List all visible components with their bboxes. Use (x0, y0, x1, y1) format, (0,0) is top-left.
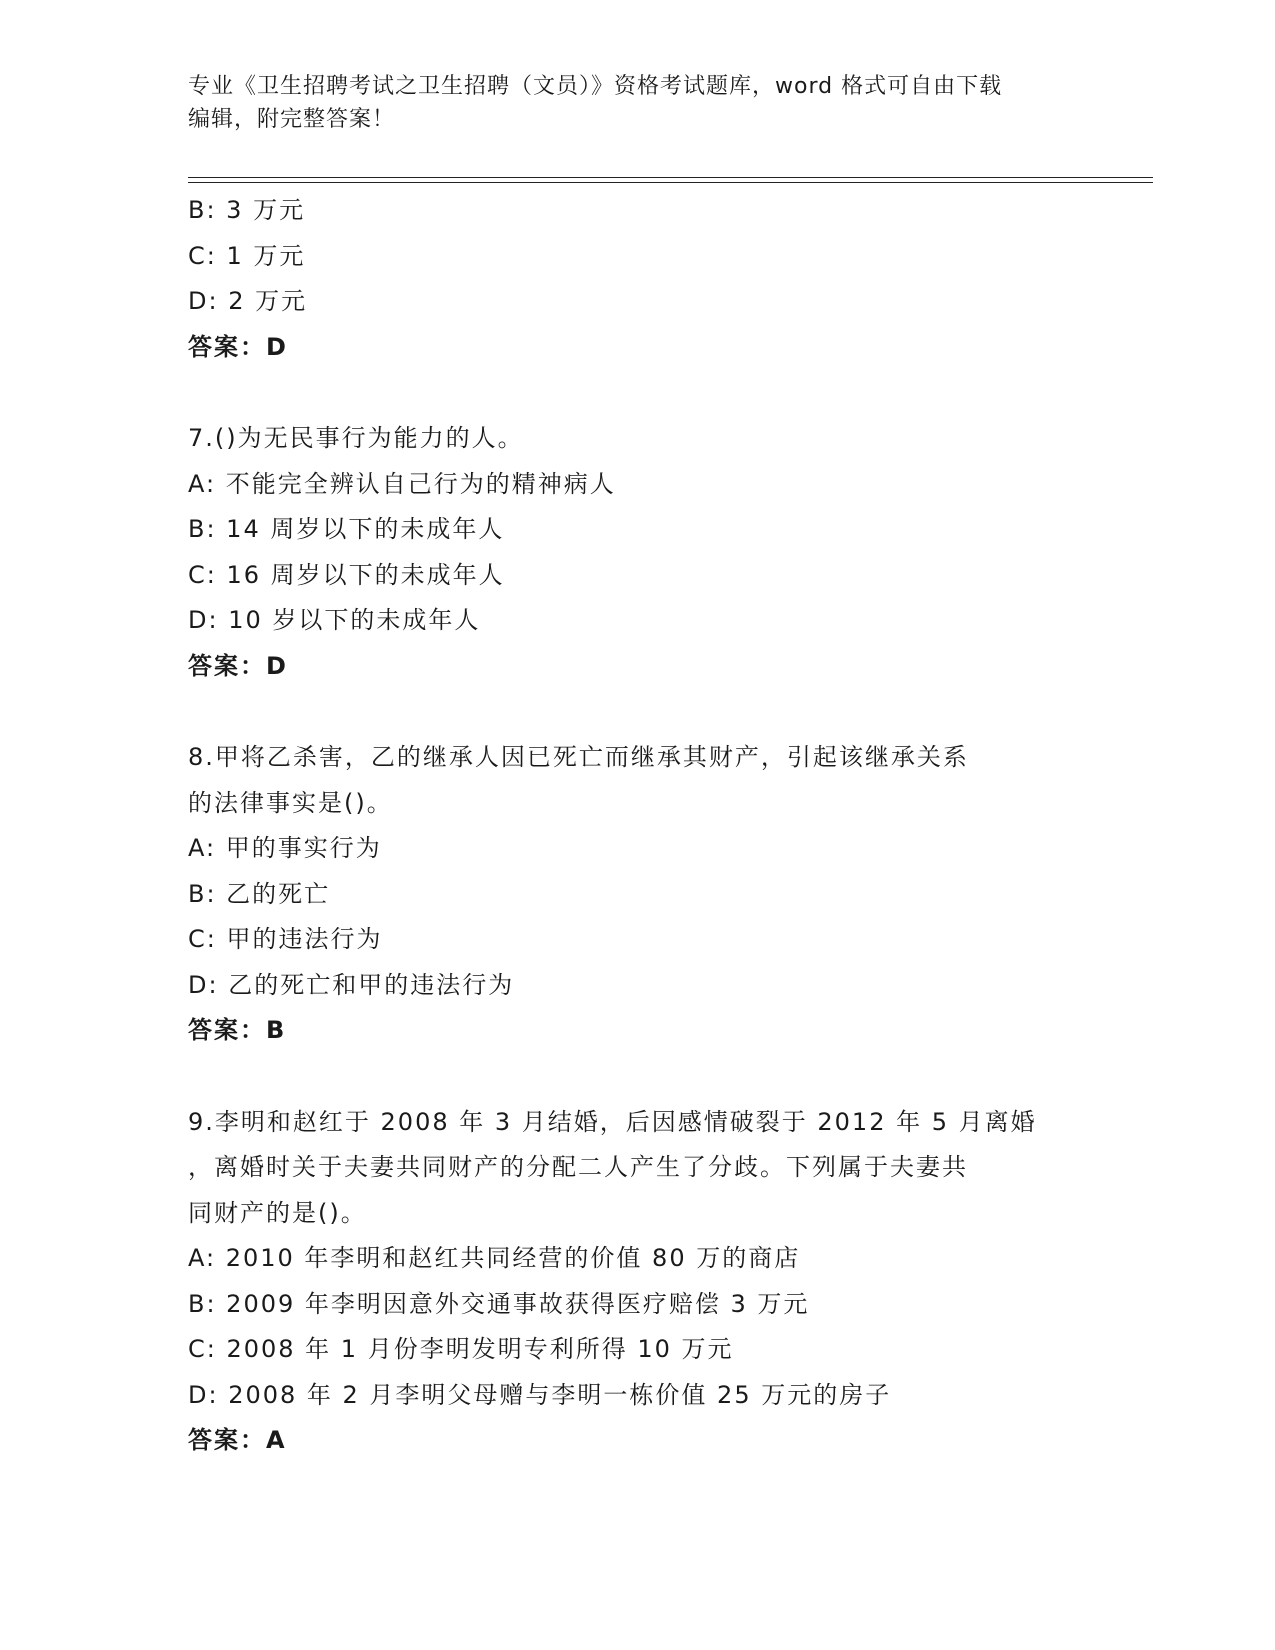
option-d: D: 2008 年 2 月李明父母赠与李明一栋价值 25 万元的房子 (188, 1380, 892, 1409)
option-b: B: 乙的死亡 (188, 879, 331, 908)
question-text-line-3: 同财产的是()。 (188, 1198, 367, 1227)
question-text: 7.()为无民事行为能力的人。 (188, 424, 524, 452)
question-text-line-1: 8.甲将乙杀害，乙的继承人因已死亡而继承其财产，引起该继承关系 (188, 743, 969, 771)
option-c: C: 2008 年 1 月份李明发明专利所得 10 万元 (188, 1335, 734, 1363)
spacer (188, 370, 1088, 416)
spacer (188, 1054, 1088, 1100)
header-divider-top (188, 177, 1153, 178)
answer-label: 答案：D (188, 651, 288, 680)
answer-label: 答案：D (188, 332, 288, 361)
option-a: A: 2010 年李明和赵红共同经营的价值 80 万的商店 (188, 1244, 801, 1272)
option-a: A: 不能完全辨认自己行为的精神病人 (188, 469, 616, 498)
option-d: D: 2 万元 (188, 287, 308, 315)
option-c: C: 1 万元 (188, 241, 306, 270)
option-b: B: 14 周岁以下的未成年人 (188, 515, 505, 543)
option-c: C: 甲的违法行为 (188, 925, 383, 953)
question-7 (188, 416, 1088, 689)
option-b: B: 3 万元 (188, 196, 306, 224)
header-divider-bottom (188, 182, 1153, 183)
option-c: C: 16 周岁以下的未成年人 (188, 560, 505, 589)
question-list (188, 188, 1088, 1464)
question-8 (188, 735, 1088, 1054)
option-d: D: 10 岁以下的未成年人 (188, 606, 481, 634)
document-header (188, 70, 1088, 136)
question-text-line-2: 的法律事实是()。 (188, 788, 393, 817)
spacer (188, 689, 1088, 735)
answer-label: 答案：B (188, 1016, 287, 1044)
option-d: D: 乙的死亡和甲的违法行为 (188, 970, 515, 999)
question-text-line-2: ，离婚时关于夫妻共同财产的分配二人产生了分歧。下列属于夫妻共 (188, 1153, 968, 1181)
question-9 (188, 1100, 1088, 1464)
question-6-partial (188, 188, 1088, 370)
question-text-line-1: 9.李明和赵红于 2008 年 3 月结婚，后因感情破裂于 2012 年 5 月离婚 (188, 1107, 1037, 1136)
answer-label: 答案：A (188, 1426, 287, 1454)
option-b: B: 2009 年李明因意外交通事故获得医疗赔偿 3 万元 (188, 1289, 810, 1318)
header-title-line-2: 编辑，附完整答案！ (188, 107, 396, 132)
option-a: A: 甲的事实行为 (188, 834, 382, 862)
header-title-line-1: 专业《卫生招聘考试之卫生招聘（文员）》资格考试题库，word 格式可自由下载 (188, 74, 1003, 99)
